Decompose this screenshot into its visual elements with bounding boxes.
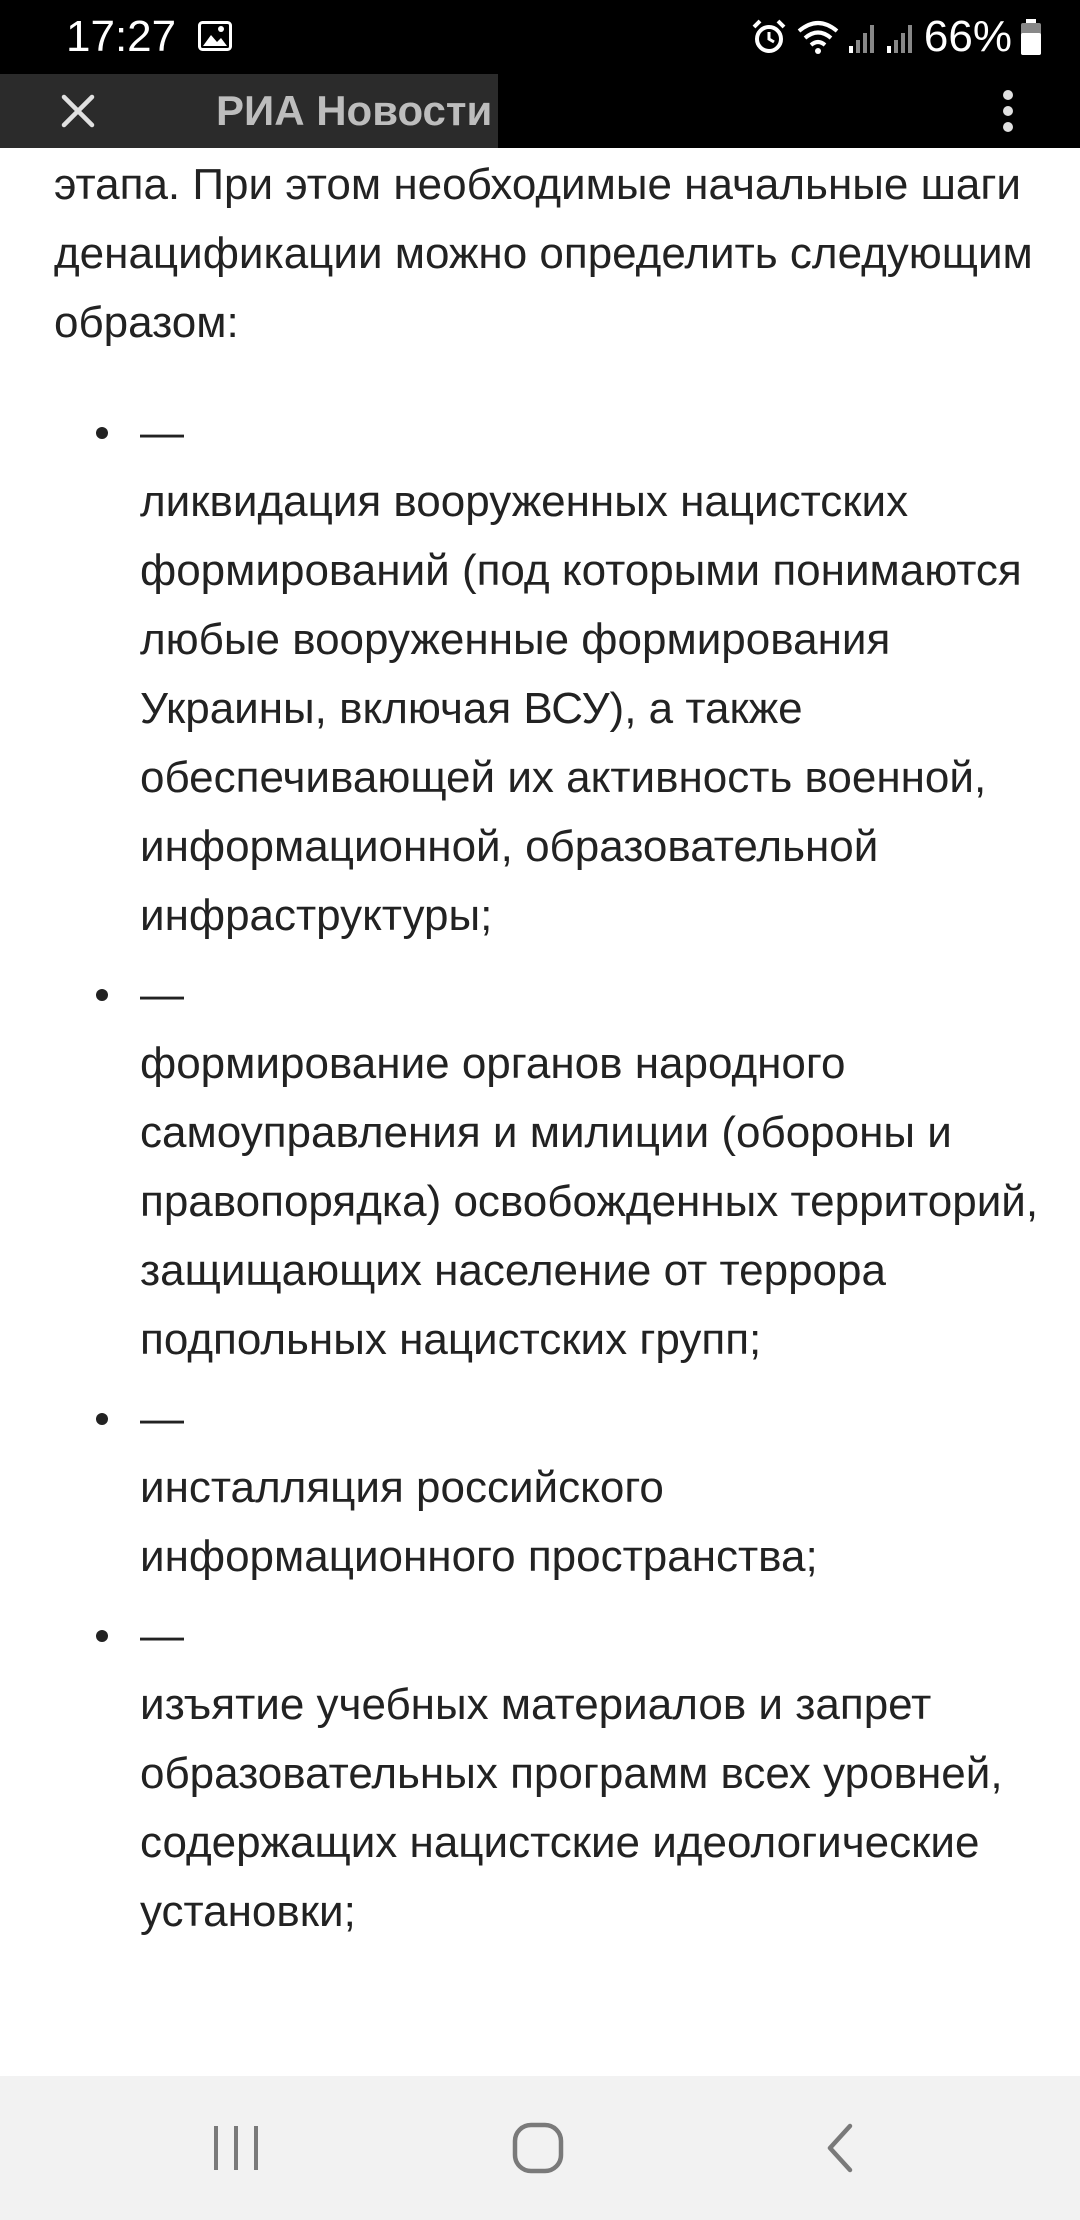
more-vertical-icon[interactable] <box>990 87 1026 135</box>
app-title: РИА Новости <box>216 87 493 134</box>
status-icons <box>750 8 1050 66</box>
gallery-icon <box>198 21 232 51</box>
article-content <box>0 148 1080 2076</box>
battery-percent: 66% <box>923 12 1012 61</box>
denazification-steps-list <box>0 398 1080 1956</box>
status-bar <box>0 0 1080 74</box>
list-item-dash: — <box>140 970 184 1019</box>
bullet-icon <box>96 427 108 439</box>
list-item-text: инсталляция российского информационного пространства; <box>140 1463 818 1581</box>
recent-apps-icon[interactable] <box>210 2122 262 2174</box>
list-item-dash: — <box>140 408 184 457</box>
list-item-dash: — <box>140 1394 184 1443</box>
app-bar <box>0 74 1080 148</box>
signal-icon <box>886 20 916 54</box>
list-item <box>0 1384 1050 1591</box>
list-item <box>0 960 1050 1374</box>
list-item-text: изъятие учебных материалов и запрет образовательных программ всех уровней, содержащих нацистские идеологические установки; <box>140 1680 1003 1936</box>
back-icon[interactable] <box>820 2120 860 2176</box>
article-paragraph: этапа. При этом необходимые начальные шаги денацификации можно определить следующим образом: <box>54 160 1033 347</box>
system-navigation-bar <box>0 2076 1080 2220</box>
bullet-icon <box>96 1630 108 1642</box>
list-item-text: ликвидация вооруженных нацистских формирований (под которыми понимаются любые вооруженные формирования Украины, включая ВСУ), а также обеспечивающей их активность военной, информационной, образовательной инфраструктуры; <box>140 477 1022 940</box>
list-item-dash: — <box>140 1611 184 1660</box>
list-item-text: формирование органов народного самоуправления и милиции (обороны и правопорядка) освобожденных территорий, защищающих население от террора подпольных нацистских групп; <box>140 1039 1039 1364</box>
bullet-icon <box>96 989 108 1001</box>
bullet-icon <box>96 1413 108 1425</box>
status-time: 17:27 <box>66 12 177 61</box>
wifi-icon <box>796 18 840 56</box>
list-item <box>0 398 1050 950</box>
battery-icon <box>1020 18 1042 56</box>
signal-icon <box>848 20 878 54</box>
list-item <box>0 1601 1050 1946</box>
close-icon[interactable] <box>58 91 98 131</box>
home-icon[interactable] <box>510 2120 566 2176</box>
alarm-icon <box>750 18 788 56</box>
